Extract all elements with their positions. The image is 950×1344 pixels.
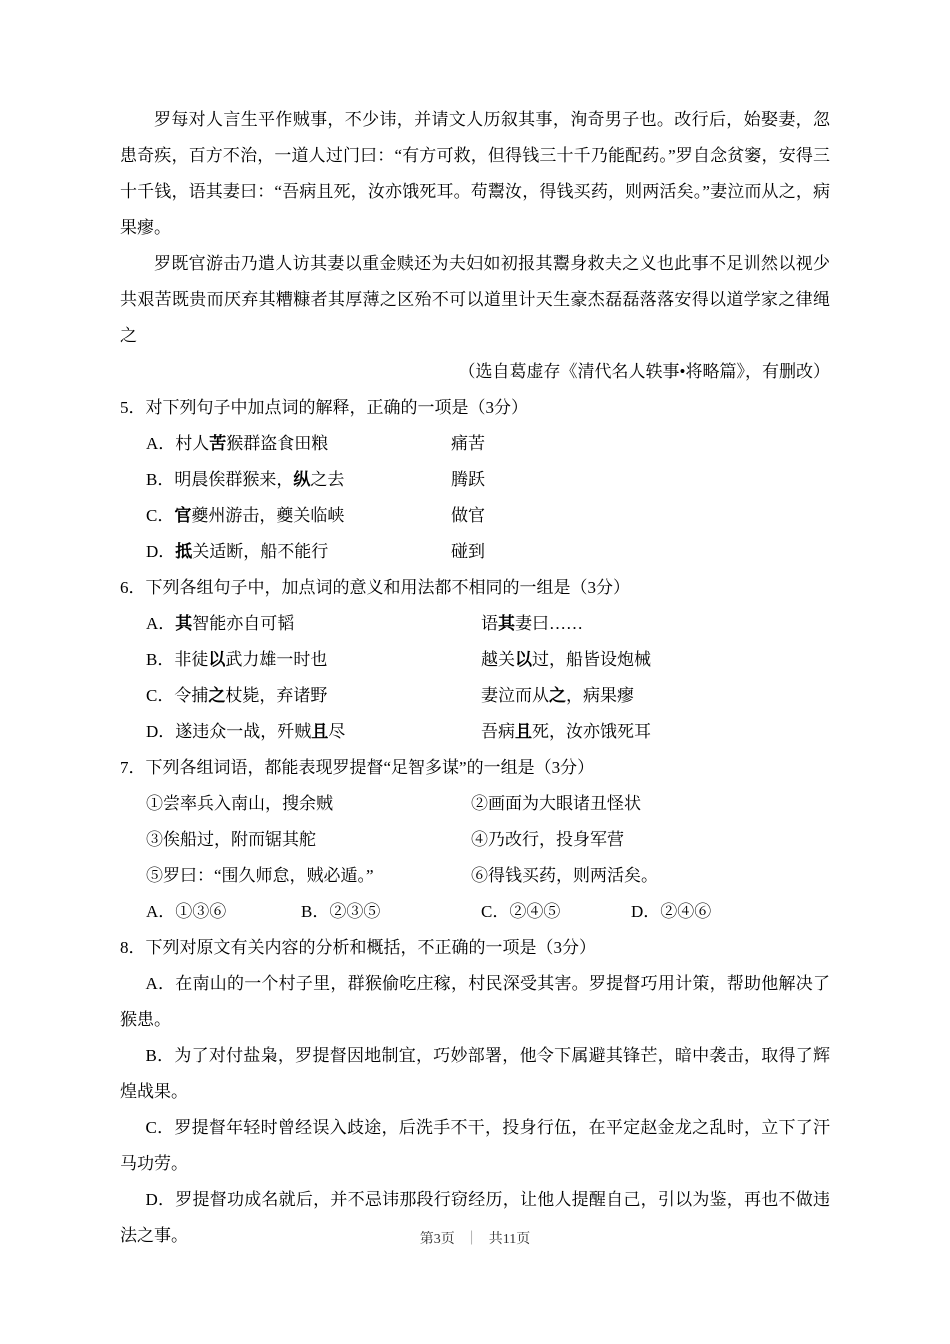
- q7-choice-d: D．②④⑥: [631, 902, 712, 921]
- q7-item-6: ⑥得钱买药，则两活矣。: [471, 866, 658, 885]
- q6-option-c-right: [481, 678, 634, 714]
- question-5-stem: 5．对下列句子中加点词的解释，正确的一项是（3分）: [120, 398, 528, 417]
- q5-option-c: [146, 498, 830, 534]
- question-6-options: [120, 606, 830, 750]
- q7-item-5: ⑤罗曰：“围久师怠，贼必遁。”: [146, 866, 374, 885]
- q6-option-c-left: [146, 678, 481, 714]
- question-5-options: [120, 426, 830, 570]
- q8-option-a: A．在南山的一个村子里，群猴偷吃庄稼，村民深受其害。罗提督巧用计策，帮助他解决了猴患。: [120, 974, 830, 1029]
- q7-item-4: ④乃改行，投身军营: [471, 830, 624, 849]
- q6-option-b-right: [481, 642, 651, 678]
- question-5: [120, 390, 830, 570]
- option-em-word: 苦: [209, 434, 227, 453]
- q5-option-a-answer: 痛苦: [451, 434, 485, 453]
- q6-option-c: [146, 678, 830, 714]
- option-text-pre: 明晨俟群猴来，: [174, 470, 294, 489]
- q7-item-row-1: [146, 786, 830, 822]
- option-text-post: 死，汝亦饿死耳: [532, 722, 651, 741]
- option-text-post: 杖毙，弃诸野: [225, 686, 328, 705]
- passage-source-attribution: （选自葛虚存《清代名人轶事•将略篇》，有删改）: [458, 362, 830, 381]
- option-label: B．: [146, 650, 175, 669]
- q5-option-a-text: [146, 426, 451, 462]
- option-text-pre: 语: [481, 614, 498, 633]
- option-em-word: 且: [311, 722, 329, 741]
- question-7: [120, 750, 830, 930]
- option-text-pre: 遂违众一战，歼贼: [175, 722, 312, 741]
- option-em-word: 官: [174, 506, 192, 525]
- passage-paragraph-1: 罗每对人言生平作贼事，不少讳，并请文人历叙其事，洵奇男子也。改行后，始娶妻，忽患奇疾，百方不治，一道人过门曰：“有方可救，但得钱三十千乃能配药。”罗自念贫窭，安得三十千钱，语其妻曰：“吾病且死，汝亦饿死耳。苟鬻汝，得钱买药，则两活矣。”妻泣而从之，病果瘳。: [120, 110, 830, 237]
- option-text-post: 智能亦自可韬: [192, 614, 295, 633]
- q5-option-c-text: [146, 498, 451, 534]
- question-6-stem: 6．下列各组句子中，加点词的意义和用法都不相同的一组是（3分）: [120, 578, 630, 597]
- option-label: B．: [146, 470, 175, 489]
- footer-page-number: 第3页: [419, 1232, 455, 1247]
- option-em-word: 纵: [293, 470, 311, 489]
- option-text-post: ，病果瘳: [566, 686, 634, 705]
- option-label: C．: [146, 686, 175, 705]
- q5-option-b: [146, 462, 830, 498]
- q7-item-1: ①尝率兵入南山，搜余贼: [146, 794, 333, 813]
- option-text-post: 猴群盗食田粮: [226, 434, 329, 453]
- question-7-stem: 7．下列各组词语，都能表现罗提督“足智多谋”的一组是（3分）: [120, 758, 595, 777]
- q6-option-a-right: [481, 606, 583, 642]
- q7-item-3: ③俟船过，附而锯其舵: [146, 830, 316, 849]
- option-text-pre: 吾病: [481, 722, 515, 741]
- passage-paragraph-2: 罗既官游击乃遣人访其妻以重金赎还为夫妇如初报其鬻身救夫之义也此事不足训然以视少共艰苦既贵而厌弃其糟糠者其厚薄之区殆不可以道里计天生豪杰磊磊落落安得以道学家之律绳之: [120, 254, 830, 345]
- page-footer: [0, 1228, 950, 1248]
- option-text-post: 尽: [328, 722, 346, 741]
- q8-option-d: D．罗提督功成名就后，并不忌讳那段行窃经历，让他人提醒自己，引以为鉴，再也不做违法之事。: [120, 1190, 830, 1245]
- question-8: [120, 930, 830, 1254]
- option-em-word: 其: [498, 614, 515, 633]
- q5-option-d-answer: 碰到: [451, 542, 485, 561]
- q7-item-row-3: [146, 858, 830, 894]
- option-text-pre: 村人: [175, 434, 210, 453]
- option-label: D．: [146, 722, 176, 741]
- q6-option-b: [146, 642, 830, 678]
- q6-option-d-right: [481, 714, 651, 750]
- q5-option-b-text: [146, 462, 451, 498]
- q5-option-a: [146, 426, 830, 462]
- option-em-word: 抵: [175, 542, 193, 561]
- option-text-post: 之去: [310, 470, 345, 489]
- option-text-post: 夔州游击，夔关临峡: [191, 506, 345, 525]
- question-8-stem: 8．下列对原文有关内容的分析和概括，不正确的一项是（3分）: [120, 938, 596, 957]
- option-text-post: 过，船皆设炮械: [532, 650, 651, 669]
- option-em-word: 以: [515, 650, 532, 669]
- q7-choices: [120, 894, 830, 930]
- option-text-pre: 越关: [481, 650, 515, 669]
- question-6: [120, 570, 830, 750]
- q5-option-d-text: [146, 534, 451, 570]
- option-em-word: 且: [515, 722, 532, 741]
- option-label: A．: [146, 434, 176, 453]
- option-text-post: 武力雄一时也: [225, 650, 328, 669]
- option-text-post: 妻曰……: [515, 614, 583, 633]
- q5-option-b-answer: 腾跃: [451, 470, 485, 489]
- option-text-pre: 非徒: [174, 650, 209, 669]
- option-text-pre: 令捕: [174, 686, 209, 705]
- q6-option-d-left: [146, 714, 481, 750]
- q7-choice-a: A．①③⑥: [146, 902, 227, 921]
- option-em-word: 其: [175, 614, 193, 633]
- q7-item-2: ②画面为大眼诸丑怪状: [471, 794, 641, 813]
- q7-choice-b: B．②③⑤: [301, 902, 381, 921]
- option-label: C．: [146, 506, 175, 525]
- option-em-word: 之: [208, 686, 226, 705]
- q6-option-a-left: [146, 606, 481, 642]
- q8-option-b: B．为了对付盐枭，罗提督因地制宜，巧妙部署，他令下属避其锋芒，暗中袭击，取得了辉煌战果。: [120, 1046, 830, 1101]
- footer-total-pages: 共11页: [488, 1232, 531, 1247]
- q8-option-c: C．罗提督年轻时曾经误入歧途，后洗手不干，投身行伍，在平定赵金龙之乱时，立下了汗马功劳。: [120, 1118, 830, 1173]
- option-label: D．: [146, 542, 176, 561]
- option-text-post: 关适断，船不能行: [192, 542, 329, 561]
- option-text-pre: 妻泣而从: [481, 686, 549, 705]
- option-em-word: 之: [549, 686, 566, 705]
- q6-option-d: [146, 714, 830, 750]
- q7-choice-c: C．②④⑤: [481, 902, 561, 921]
- q5-option-d: [146, 534, 830, 570]
- question-7-items: [120, 786, 830, 894]
- option-em-word: 以: [208, 650, 226, 669]
- passage-section: [120, 102, 830, 390]
- q6-option-b-left: [146, 642, 481, 678]
- q5-option-c-answer: 做官: [451, 506, 485, 525]
- q7-item-row-2: [146, 822, 830, 858]
- option-label: A．: [146, 614, 176, 633]
- q6-option-a: [146, 606, 830, 642]
- footer-separator: ｜: [464, 1232, 479, 1247]
